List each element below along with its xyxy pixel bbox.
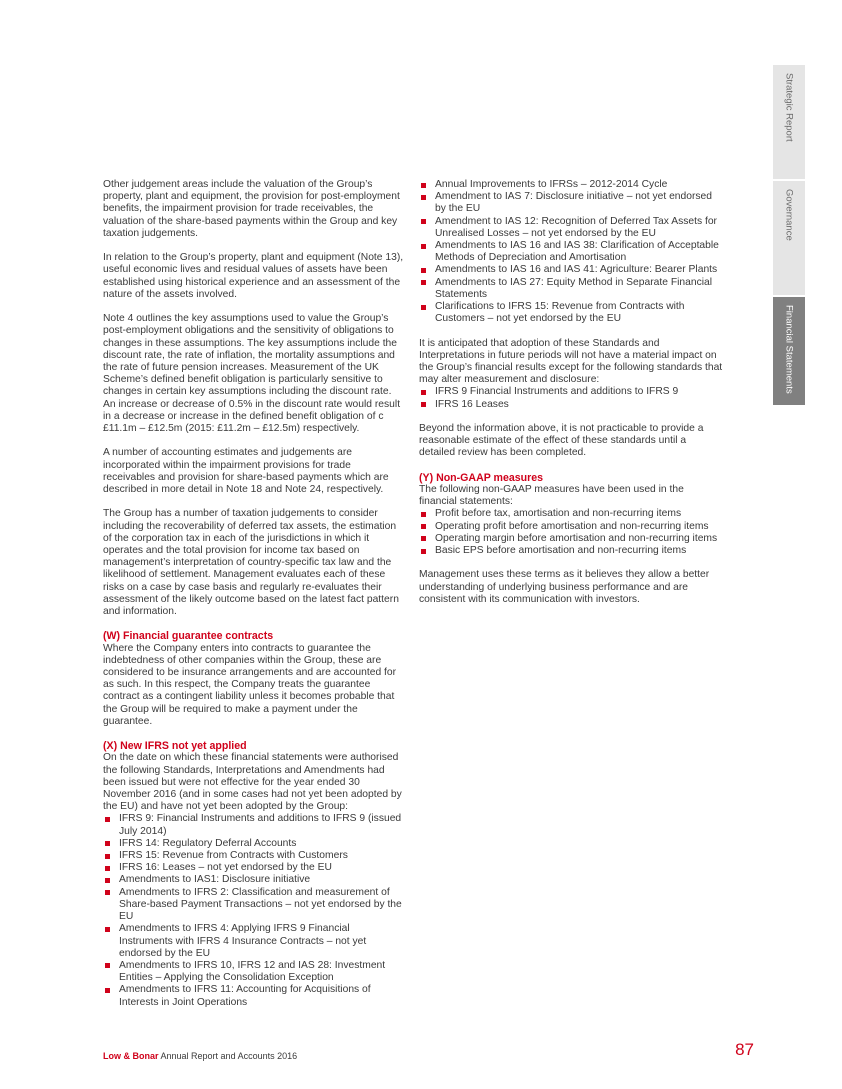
list-item: IFRS 14: Regulatory Deferral Accounts bbox=[103, 838, 405, 850]
list-item: Operating profit before amortisation and non-recurring items bbox=[419, 521, 723, 533]
tab-label: Governance bbox=[783, 189, 795, 241]
list-item: Amendments to IFRS 4: Applying IFRS 9 Financial Instruments with IFRS 4 Insurance Contracts – not yet endorsed by the EU bbox=[103, 923, 405, 960]
list-item: Basic EPS before amortisation and non-recurring items bbox=[419, 545, 723, 557]
list-item: Amendments to IAS 27: Equity Method in Separate Financial Statements bbox=[419, 277, 723, 301]
paragraph: Beyond the information above, it is not practicable to provide a reasonable estimate of the effect of these standards until a detailed review has been completed. bbox=[419, 423, 704, 459]
page-number: 87 bbox=[735, 1040, 754, 1059]
tab-financial-statements[interactable] bbox=[773, 297, 805, 405]
company-name: Low & Bonar bbox=[103, 1051, 159, 1061]
report-title: Annual Report and Accounts 2016 bbox=[160, 1051, 298, 1061]
paragraph: Other judgement areas include the valuation of the Group’s property, plant and equipment, the provision for post-employment benefits, the impairment provision for trade receivables, the valuation of the share-based payments within the Group and key taxation judgements. bbox=[103, 179, 400, 239]
tab-label: Financial Statements bbox=[783, 305, 795, 394]
tab-label: Strategic Report bbox=[783, 73, 795, 142]
standards-list-continued bbox=[419, 179, 723, 325]
footer bbox=[103, 1051, 297, 1061]
list-item: Amendment to IAS 12: Recognition of Deferred Tax Assets for Unrealised Losses – not yet endorsed by the EU bbox=[419, 216, 723, 240]
paragraph: A number of accounting estimates and judgements are incorporated within the impairment provisions for trade receivables and provision for share-based payments which are described in more detail in Note 18 and Note 24, respectively. bbox=[103, 447, 389, 496]
section-tabs bbox=[773, 65, 805, 407]
list-item: Amendments to IAS 16 and IAS 38: Clarification of Acceptable Methods of Depreciation and Amortisation bbox=[419, 240, 723, 264]
paragraph: It is anticipated that adoption of these Standards and Interpretations in future periods will not have a material impact on the Group’s financial results except for the following standards that may alter measurement and disclosure: bbox=[419, 337, 723, 386]
paragraph: In relation to the Group’s property, plant and equipment (Note 13), useful economic lives and residual values of assets have been established using historical experience and an assessment of the nature of the assets involved. bbox=[103, 252, 404, 300]
standards-list bbox=[103, 813, 405, 1008]
paragraph: The following non-GAAP measures have been used in the financial statements: bbox=[419, 484, 684, 508]
list-item: Annual Improvements to IFRSs – 2012-2014 Cycle bbox=[419, 179, 723, 191]
list-item: IFRS 16 Leases bbox=[419, 399, 723, 411]
paragraph: Note 4 outlines the key assumptions used to value the Group’s post-employment obligations and the sensitivity of obligations to changes in these assumptions. The key assumptions include the discount rate, the rate of inflation, the mortality assumptions and the rate of future pension increases. Measurement of the UK Scheme’s defined benefit obligation is particularly sensitive to changes in certain key assumptions including the discount rate. An increase or decrease of 0.5% in the discount rate would result in a decrease or increase in the defined benefit obligation of c £11.1m – £12.5m (2015: £11.2m – £12.5m) respectively. bbox=[103, 313, 401, 435]
paragraph: Where the Company enters into contracts to guarantee the indebtedness of other companies within the Group, these are considered to be insurance arrangements and are accounted for as such. In this respect, the Company treats the guarantee contract as a contingent liability unless it becomes probable that the Group will be required to make a payment under the guarantee. bbox=[103, 642, 397, 727]
section-heading-w: (W) Financial guarantee contracts bbox=[103, 630, 274, 643]
list-item: Amendments to IFRS 10, IFRS 12 and IAS 28: Investment Entities – Applying the Consolidation Exception bbox=[103, 960, 405, 984]
list-item: Operating margin before amortisation and non-recurring items bbox=[419, 533, 723, 545]
section-heading-y: (Y) Non-GAAP measures bbox=[419, 471, 544, 484]
section-heading-x: (X) New IFRS not yet applied bbox=[103, 740, 247, 753]
list-item: Profit before tax, amortisation and non-recurring items bbox=[419, 508, 723, 520]
list-item: IFRS 15: Revenue from Contracts with Customers bbox=[103, 850, 405, 862]
list-item: IFRS 9: Financial Instruments and additions to IFRS 9 (issued July 2014) bbox=[103, 813, 405, 837]
list-item: Clarifications to IFRS 15: Revenue from Contracts with Customers – not yet endorsed by the EU bbox=[419, 301, 723, 325]
list-item: IFRS 16: Leases – not yet endorsed by the EU bbox=[103, 862, 405, 874]
left-column bbox=[103, 179, 405, 1021]
list-item: Amendments to IFRS 2: Classification and measurement of Share-based Payment Transactions – not yet endorsed by the EU bbox=[103, 887, 405, 924]
list-item: Amendments to IFRS 11: Accounting for Acquisitions of Interests in Joint Operations bbox=[103, 984, 405, 1008]
paragraph: Management uses these terms as it believes they allow a better understanding of underlying business performance and are consistent with its communication with investors. bbox=[419, 569, 710, 605]
list-item: IFRS 9 Financial Instruments and additions to IFRS 9 bbox=[419, 386, 723, 398]
list-item: Amendment to IAS 7: Disclosure initiative – not yet endorsed by the EU bbox=[419, 191, 723, 215]
material-standards-list bbox=[419, 386, 723, 410]
paragraph: The Group has a number of taxation judgements to consider including the recoverability of deferred tax assets, the estimation of the corporation tax in each of the jurisdictions in which it operates and the total provision for income tax based on management’s interpretation of country-specific tax law and the likelihood of settlement. Management evaluates each of these risks on a case by case basis and regularly re-evaluates their assessment of the likely outcome based on the latest fact pattern and information. bbox=[103, 508, 399, 618]
right-column bbox=[419, 179, 723, 618]
paragraph: On the date on which these financial statements were authorised the following Standards, Interpretations and Amendments had been issued but were not effective for the year ended 30 November 2016 (and in some cases had not yet been adopted by the EU) and have not yet been adopted by the Group: bbox=[103, 752, 402, 813]
non-gaap-list bbox=[419, 508, 723, 557]
tab-strategic-report[interactable] bbox=[773, 65, 805, 179]
list-item: Amendments to IAS 16 and IAS 41: Agriculture: Bearer Plants bbox=[419, 264, 723, 276]
tab-governance[interactable] bbox=[773, 181, 805, 295]
list-item: Amendments to IAS1: Disclosure initiative bbox=[103, 874, 405, 886]
